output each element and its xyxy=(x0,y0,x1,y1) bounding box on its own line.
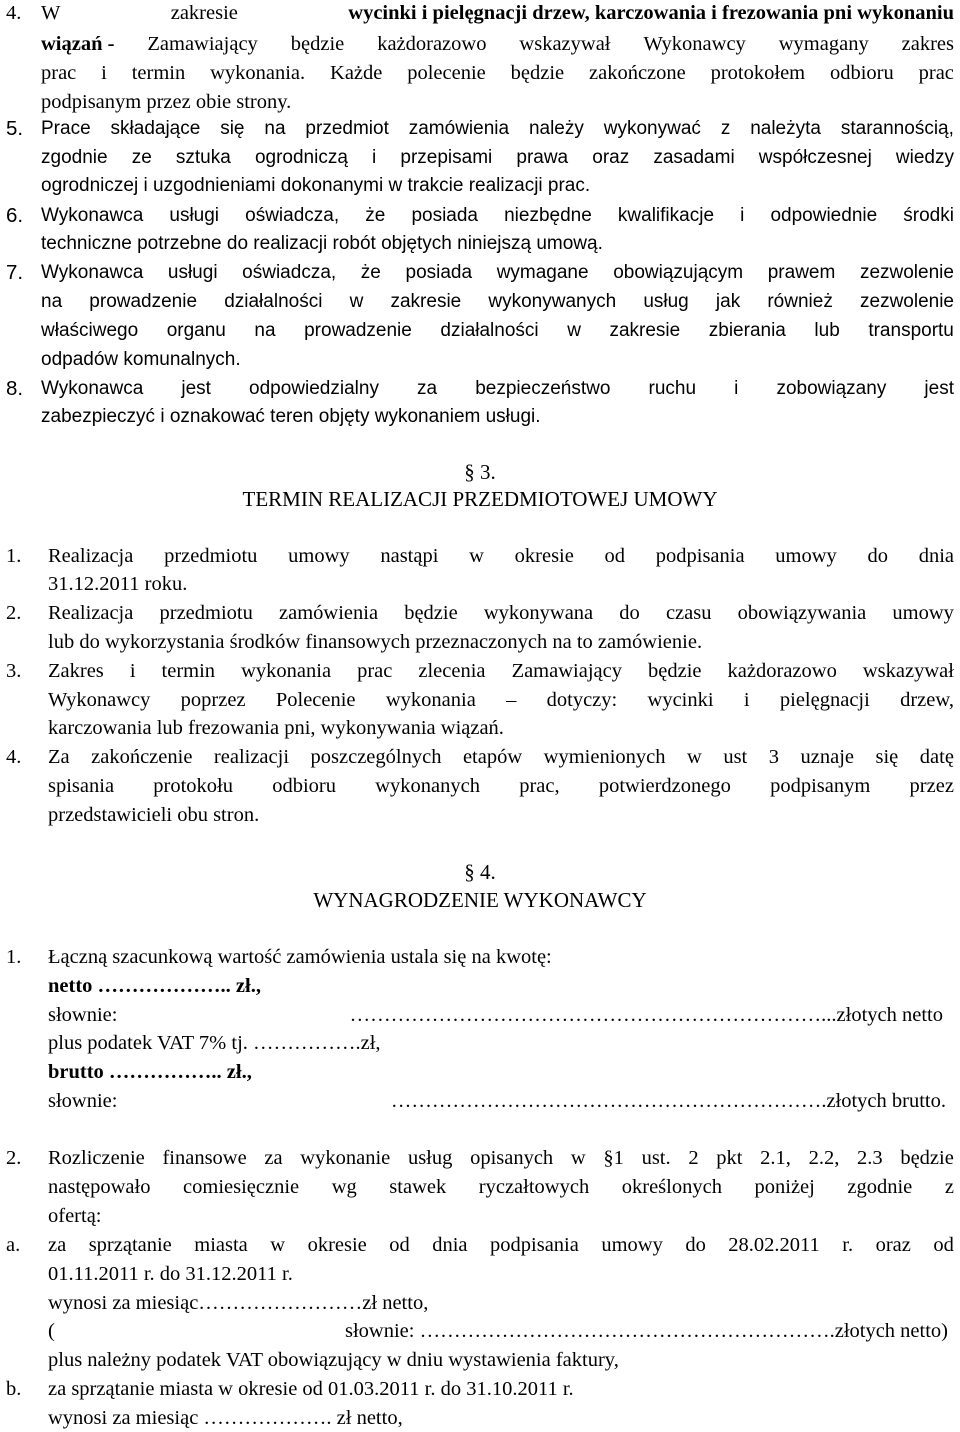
word: podpisania xyxy=(655,545,745,567)
word: ……………………………………………………………...złotych netto xyxy=(349,1004,943,1026)
word: posiada xyxy=(405,262,473,283)
word: przez xyxy=(909,775,954,797)
paragraph-line: 01.11.2011 r. do 31.12.2011 r. xyxy=(48,1263,293,1285)
word: wykonywana xyxy=(483,602,594,624)
word: również xyxy=(767,291,833,312)
word: ( xyxy=(48,1320,55,1342)
word: Realizacja xyxy=(48,545,134,567)
item-number: 4. xyxy=(6,746,22,768)
section-number: § 4. xyxy=(464,860,496,884)
word: wykonania xyxy=(241,660,332,682)
word: 2 xyxy=(688,1147,699,1169)
word: ……………………………………………………….złotych brutto. xyxy=(390,1090,946,1112)
paragraph-line: ofertą: xyxy=(48,1205,102,1227)
word: na xyxy=(254,320,276,341)
word: zgodnie xyxy=(41,147,108,168)
word: jest xyxy=(924,378,954,399)
word: zakończenie xyxy=(91,746,193,768)
word: w xyxy=(270,1234,286,1256)
word: W xyxy=(41,2,61,24)
word: Wykonawcy xyxy=(48,689,151,711)
word: poniżej xyxy=(754,1176,815,1198)
word: §1 xyxy=(603,1147,624,1169)
word: stawek xyxy=(389,1176,447,1198)
word: ust xyxy=(723,746,748,768)
word: miasta xyxy=(194,1234,248,1256)
word: poprzez xyxy=(180,689,246,711)
word: z xyxy=(720,118,731,139)
word: wskazywał xyxy=(862,660,954,682)
words-netto xyxy=(48,1002,943,1028)
paragraph-line xyxy=(41,260,954,286)
paragraph-line: podpisanym przez obie strony. xyxy=(41,91,292,113)
word: zamówienia xyxy=(408,118,510,139)
word: w xyxy=(349,291,364,312)
word: 2.2, xyxy=(808,1147,840,1169)
word: organu xyxy=(166,320,226,341)
word: należyta xyxy=(750,118,821,139)
word: oświadcza, xyxy=(245,205,340,226)
paragraph-line xyxy=(41,116,954,142)
item-number: 2. xyxy=(6,602,22,624)
word: jak xyxy=(715,291,741,312)
word: i xyxy=(372,147,377,168)
item-letter: a. xyxy=(6,1234,21,1256)
word: sprzątanie xyxy=(88,1234,172,1256)
word: wykonywać xyxy=(603,118,701,139)
word: będzie xyxy=(648,660,702,682)
paragraph-line xyxy=(48,773,954,799)
word: przepisami xyxy=(400,147,493,168)
word: 28.02.2011 xyxy=(728,1234,820,1256)
word: umowy xyxy=(601,1234,663,1256)
word: realizacji xyxy=(213,746,290,768)
paragraph-line xyxy=(48,600,954,626)
word: prowadzenie xyxy=(304,320,412,341)
paragraph-line xyxy=(41,318,954,344)
word: wycinki xyxy=(647,689,714,711)
word: protokołem xyxy=(710,62,806,84)
word: termin xyxy=(161,660,216,682)
word: zakończone xyxy=(589,62,686,84)
word: umowy xyxy=(288,545,350,567)
paragraph-line: 31.12.2011 roku. xyxy=(48,573,188,595)
word: i xyxy=(734,378,739,399)
paragraph-line xyxy=(48,1174,954,1200)
word: zamówienia xyxy=(279,602,379,624)
word: termin xyxy=(131,62,186,84)
word: zgodnie xyxy=(847,1176,913,1198)
paragraph-line xyxy=(41,145,954,171)
word: słownie: xyxy=(48,1090,118,1112)
word: zobowiązany xyxy=(776,378,887,399)
word: usługi xyxy=(169,205,220,226)
word: od xyxy=(604,545,626,567)
paragraph-line: ogrodniczej i uzgodnieniami dokonanymi w trakcie realizacji prac. xyxy=(41,175,591,196)
word: Zamawiający xyxy=(511,660,622,682)
word: każdorazowo xyxy=(727,660,837,682)
words-brutto xyxy=(48,1088,946,1114)
word: na xyxy=(41,291,63,312)
word: lub xyxy=(814,320,840,341)
word: – xyxy=(506,689,517,711)
word: przedmiotu xyxy=(164,545,258,567)
word: zlecenia xyxy=(418,660,486,682)
word: składające xyxy=(110,118,201,139)
word: i xyxy=(101,62,107,84)
word: finansowe xyxy=(162,1147,247,1169)
words-netto xyxy=(48,1318,948,1344)
paragraph-line xyxy=(41,0,954,26)
word: należy xyxy=(528,118,584,139)
word: odbioru xyxy=(829,62,894,84)
word: uznaje xyxy=(800,746,854,768)
paragraph-line: za sprzątanie miasta w okresie od 01.03.2011 r. do 31.10.2011 r. xyxy=(48,1378,574,1400)
word: ogrodniczą xyxy=(254,147,348,168)
item-number: 2. xyxy=(6,1147,22,1169)
word: Polecenie xyxy=(275,689,356,711)
word: Za xyxy=(48,746,70,768)
word: pielęgnacji xyxy=(779,689,870,711)
word: prac, xyxy=(519,775,560,797)
item-number: 1. xyxy=(6,545,22,567)
word: ust. xyxy=(641,1147,671,1169)
bold-phrase: wiązań - xyxy=(41,33,115,55)
word: Rozliczenie xyxy=(48,1147,145,1169)
word: wykonania. xyxy=(210,62,306,84)
word: na xyxy=(264,118,286,139)
word: Wykonawca xyxy=(41,262,144,283)
item-number: 8. xyxy=(6,377,24,400)
word: Zakres xyxy=(48,660,104,682)
paragraph-line xyxy=(41,60,954,86)
word: ryczałtowych xyxy=(478,1176,590,1198)
word: wymagany xyxy=(778,33,869,55)
word: etapów xyxy=(462,746,523,768)
monthly-netto: wynosi za miesiąc ………………. zł netto, xyxy=(48,1407,403,1429)
word: od xyxy=(933,1234,954,1256)
word: do xyxy=(867,545,888,567)
word: posiada xyxy=(411,205,478,226)
word: okresie xyxy=(514,545,574,567)
word: pkt xyxy=(716,1147,743,1169)
section-title: WYNAGRODZENIE WYKONAWCY xyxy=(313,888,647,912)
word: każdorazowo xyxy=(377,33,487,55)
paragraph-line xyxy=(41,31,954,57)
word: protokołu xyxy=(153,775,233,797)
word: dnia xyxy=(432,1234,468,1256)
word: prawa xyxy=(516,147,569,168)
word: podpisania xyxy=(490,1234,579,1256)
word: wykonanie xyxy=(300,1147,391,1169)
word: będzie xyxy=(900,1147,954,1169)
word: właściwego xyxy=(41,320,139,341)
paragraph-line xyxy=(48,658,954,684)
paragraph-line: lub do wykorzystania środków finansowych przeznaczonych na to zamówienie. xyxy=(48,631,703,653)
word: Realizacja xyxy=(48,602,134,624)
word: starannością, xyxy=(840,118,954,139)
word: poszczególnych xyxy=(310,746,442,768)
word: umowy xyxy=(775,545,837,567)
word: jest xyxy=(181,378,211,399)
word: Każde xyxy=(330,62,383,84)
word: r. xyxy=(842,1234,854,1256)
word: będzie xyxy=(404,602,458,624)
word: czasu xyxy=(665,602,712,624)
word: 3 xyxy=(768,746,779,768)
word: za xyxy=(264,1147,283,1169)
word: słownie: xyxy=(48,1004,118,1026)
word: działalności xyxy=(440,320,539,341)
word: okresie xyxy=(307,1234,367,1256)
section-title: TERMIN REALIZACJI PRZEDMIOTOWEJ UMOWY xyxy=(242,487,718,511)
word: drzew, xyxy=(900,689,954,711)
word: będzie xyxy=(290,33,345,55)
word: comiesięcznie xyxy=(183,1176,300,1198)
item-number: 6. xyxy=(6,204,24,227)
word: współczesnej xyxy=(758,147,872,168)
word: nastąpi xyxy=(380,545,439,567)
word: obowiązującym xyxy=(613,262,744,283)
word: transportu xyxy=(868,320,954,341)
paragraph-line xyxy=(48,687,954,713)
netto-amount: netto ……………….. zł., xyxy=(48,975,261,997)
word: kwalifikacje xyxy=(617,205,715,226)
word: w xyxy=(687,746,702,768)
word: usług xyxy=(407,1147,453,1169)
word: do xyxy=(685,1234,706,1256)
word: Zamawiający xyxy=(147,33,258,55)
word: polecenie xyxy=(407,62,486,84)
word: oraz xyxy=(592,147,630,168)
word: przedmiot xyxy=(305,118,389,139)
word: działalności xyxy=(224,291,323,312)
word: Wykonawcy xyxy=(643,33,746,55)
paragraph-line xyxy=(48,744,954,770)
paragraph-line: techniczne potrzebne do realizacji robót objętych niniejszą umową. xyxy=(41,233,603,254)
word: w xyxy=(567,320,581,341)
section-number: § 3. xyxy=(464,460,496,484)
word: ze xyxy=(131,147,152,168)
item-number: 5. xyxy=(6,117,24,140)
word: Wykonawca xyxy=(41,205,144,226)
brutto-amount: brutto …………….. zł., xyxy=(48,1061,252,1083)
paragraph-line xyxy=(41,203,954,229)
word: wykonywanych xyxy=(488,291,617,312)
word: spisania xyxy=(48,775,115,797)
vat-amount: plus podatek VAT 7% tj. …………….zł, xyxy=(48,1032,381,1054)
word: zakresie xyxy=(390,291,462,312)
word: sztuka xyxy=(175,147,231,168)
paragraph-line xyxy=(41,376,954,402)
word: usługi xyxy=(167,262,218,283)
word: wykonanych xyxy=(375,775,480,797)
paragraph-line: zabezpieczyć i oznakować teren objęty wykonaniem usługi. xyxy=(41,406,541,427)
word: prac xyxy=(357,660,393,682)
word: zakresie xyxy=(170,2,238,24)
word: będzie xyxy=(510,62,565,84)
word: datę xyxy=(919,746,954,768)
word: dotyczy: xyxy=(546,689,618,711)
word: obowiązywania xyxy=(737,602,867,624)
word: potwierdzonego xyxy=(598,775,731,797)
word: niezbędne xyxy=(504,205,592,226)
word: zbierania xyxy=(708,320,786,341)
item-number: 7. xyxy=(6,261,24,284)
item-number: 3. xyxy=(6,660,22,682)
word: oświadcza, xyxy=(242,262,337,283)
word: w xyxy=(469,545,484,567)
word: określonych xyxy=(621,1176,722,1198)
word: za xyxy=(417,378,438,399)
word: zakres xyxy=(901,33,954,55)
word: zezwolenie xyxy=(860,291,954,312)
paragraph-line: Łączną szacunkową wartość zamówienia ustala się na kwotę: xyxy=(48,946,552,968)
word: 2.1, xyxy=(760,1147,791,1169)
paragraph-line xyxy=(41,289,954,315)
word: 2.3 xyxy=(857,1147,883,1169)
word: podpisanym xyxy=(770,775,871,797)
monthly-netto: wynosi za miesiąc……………………zł netto, xyxy=(48,1292,429,1314)
word: do xyxy=(619,602,640,624)
word: usług xyxy=(643,291,689,312)
word: wymagane xyxy=(496,262,589,283)
word: zakresie xyxy=(609,320,681,341)
word: w xyxy=(570,1147,586,1169)
word: oraz xyxy=(875,1234,911,1256)
word: wg xyxy=(331,1176,357,1198)
word: odbioru xyxy=(272,775,336,797)
word: że xyxy=(360,262,381,283)
word: następowało xyxy=(48,1176,151,1198)
word: i xyxy=(743,689,750,711)
word: zezwolenie xyxy=(859,262,954,283)
word: odpowiedzialny xyxy=(249,378,379,399)
word: bezpieczeństwo xyxy=(475,378,611,399)
word: zasadami xyxy=(653,147,735,168)
word: wykonania xyxy=(385,689,476,711)
word: słownie: …………………………………………………….złotych netto) xyxy=(345,1320,948,1342)
word: dnia xyxy=(918,545,954,567)
vat-note: plus należny podatek VAT obowiązujący w dniu wystawienia faktury, xyxy=(48,1349,619,1371)
word: odpowiednie xyxy=(770,205,878,226)
item-number: 1. xyxy=(6,946,22,968)
paragraph-line: przedstawicieli obu stron. xyxy=(48,804,260,826)
paragraph-line: odpadów komunalnych. xyxy=(41,349,241,370)
word: wiedzy xyxy=(895,147,954,168)
paragraph-line xyxy=(48,543,954,569)
word: od xyxy=(389,1234,410,1256)
word: się xyxy=(875,746,899,768)
word: z xyxy=(944,1176,954,1198)
paragraph-line xyxy=(48,1232,954,1258)
word: Wykonawca xyxy=(41,378,144,399)
word: Prace xyxy=(41,118,91,139)
word: i xyxy=(129,660,136,682)
word: przedmiotu xyxy=(159,602,253,624)
word: prac xyxy=(918,62,954,84)
paragraph-line xyxy=(48,1145,954,1171)
word: i xyxy=(740,205,745,226)
word: się xyxy=(220,118,245,139)
item-number: 4. xyxy=(6,2,22,24)
word: środki xyxy=(903,205,954,226)
word: wycinki i pielęgnacji drzew, karczowania i frezowania pni wykonaniu xyxy=(348,2,954,24)
word: że xyxy=(365,205,386,226)
word: opisanych xyxy=(470,1147,554,1169)
word: wskazywał xyxy=(519,33,611,55)
word: prac xyxy=(41,62,77,84)
word: za xyxy=(48,1234,67,1256)
word: prowadzenie xyxy=(89,291,198,312)
word: prawem xyxy=(767,262,836,283)
word: ruchu xyxy=(648,378,697,399)
item-letter: b. xyxy=(6,1378,22,1400)
word: umowy xyxy=(892,602,954,624)
word: wymienionych xyxy=(543,746,666,768)
paragraph-line: karczowania lub frezowania pni, wykonywania wiązań. xyxy=(48,717,504,739)
